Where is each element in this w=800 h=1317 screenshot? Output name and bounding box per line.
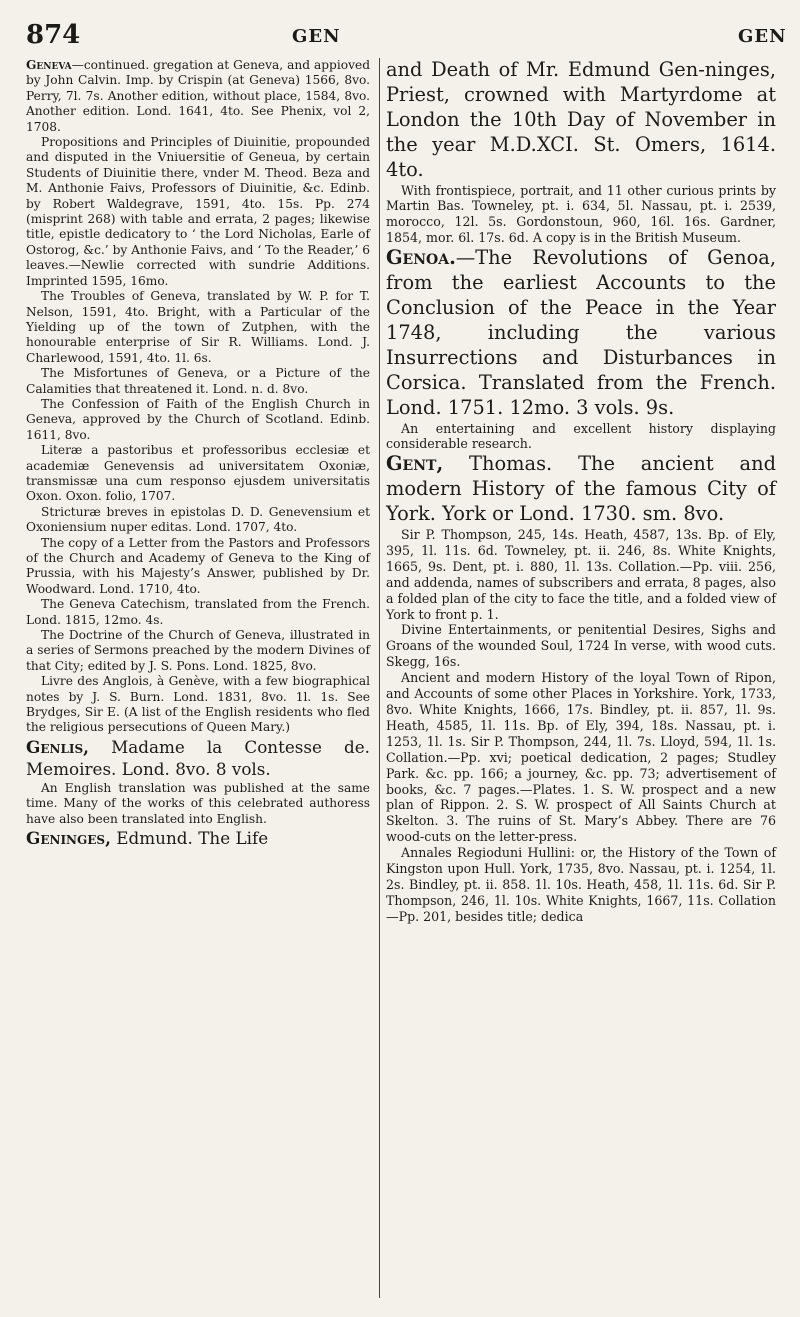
entry-paragraph xyxy=(386,670,776,845)
entry-text: Thomas. The ancient and modern History of the famous City of York. York or Lond. 1730. sm. 8vo. xyxy=(386,452,776,526)
page-header xyxy=(26,20,787,50)
entry-paragraph xyxy=(26,135,370,289)
entry-text: Livre des Anglois, à Genève, with a few biographical notes by J. S. Burn. Lond. 1831, 8vo. 1l. 1s. See Brydges, Sir E. (A list of the English residents who fled the religious persecutions of Queen Mary.) xyxy=(26,674,370,735)
entry-paragraph xyxy=(26,443,370,505)
entry-paragraph xyxy=(386,183,776,247)
entry-headword: Geninges, xyxy=(26,828,111,849)
entry-paragraph xyxy=(26,736,370,781)
entry-text: With frontispiece, portrait, and 11 other curious prints by Martin Bas. Towneley, pt. i. 634, 5l. Nassau, pt. i. 2539, morocco, 12l. 5s. Gordonstoun, 960, 16l. 16s. Gardner, 1854, mor. 6l. 17s. 6d. A copy is in the British Museum. xyxy=(386,182,776,246)
entry-paragraph xyxy=(386,452,776,527)
entry-paragraph xyxy=(26,827,370,850)
entry-text: The Troubles of Geneva, translated by W. P. for T. Nelson, 1591, 4to. Bright, with a Particular of the Yielding up of the town of Zutphen, with the honourable enterprise of Sir R. Williams. Lond. J. Charlewood, 1591, 4to. 1l. 6s. xyxy=(26,289,370,365)
entry-text: Annales Regioduni Hullini: or, the History of the Town of Kingston upon Hull. York, 1735, 8vo. Nassau, pt. i. 1254, 1l. 2s. Bindley, pt. ii. 858. 1l. 10s. Heath, 458, 1l. 11s. 6d. Sir P. Thompson, 246, 1l. 10s. White Knights, 1667, 11s. Collation—Pp. 201, besides title; dedica xyxy=(386,845,776,924)
entry-paragraph xyxy=(26,289,370,366)
entry-paragraph xyxy=(386,622,776,670)
entry-text: The Geneva Catechism, translated from the French. Lond. 1815, 12mo. 4s. xyxy=(26,597,370,627)
entry-text: The Confession of Faith of the English Church in Geneva, approved by the Church of Scotland. Edinb. 1611, 8vo. xyxy=(26,396,370,442)
entry-paragraph xyxy=(26,781,370,827)
entry-paragraph xyxy=(26,58,370,135)
entry-paragraph xyxy=(26,505,370,536)
entry-headword: Geneva xyxy=(26,58,72,72)
entry-text: Propositions and Principles of Diuinitie, propounded and disputed in the Vniuersitie of Geneua, by certain Students of Diuinitie there, vnder M. Theod. Beza and M. Anthonie Faivs, Professors of Diuinitie, &c. Edinb. by Robert Waldegrave, 1591, 4to. 15s. Pp. 274 (misprint 268) with table and errata, 2 pages; likewise title, epistle dedicatory to ‘ the Lord Nicholas, Earle of Ostorog, &c.’ by Anthonie Faivs, and ‘ To the Reader,’ 6 leaves.—Newlie corrected with sundrie Additions. Imprinted 1595, 16mo. xyxy=(26,135,370,288)
entry-paragraph xyxy=(386,421,776,453)
entry-text: The Misfortunes of Geneva, or a Picture of the Calamities that threatened it. Lond. n. d. 8vo. xyxy=(26,366,370,396)
running-head-left: GEN xyxy=(292,26,341,47)
entry-paragraph xyxy=(386,58,776,183)
entry-paragraph xyxy=(26,536,370,598)
entry-paragraph xyxy=(26,674,370,736)
entry-text: Sir P. Thompson, 245, 14s. Heath, 4587, 13s. Bp. of Ely, 395, 1l. 11s. 6d. Towneley, pt. ii. 246, 8s. White Knights, 1665, 9s. Dent, pt. i. 880, 1l. 13s. Collation.—Pp. viii. 256, and addenda, names of subscribers and errata, 8 pages, also a folded plan of the city to face the title, and a folded view of York to front p. 1. xyxy=(386,527,776,622)
page-number: 874 xyxy=(26,20,81,50)
entry-text: The copy of a Letter from the Pastors and Professors of the Church and Academy of Geneva to the King of Prussia, with his Majesty’s Answer, published by Dr. Woodward. Lond. 1710, 4to. xyxy=(26,535,370,596)
entry-text: Literæ a pastoribus et professoribus ecclesiæ et academiæ Genevensis ad universitatem Oxoniæ, transmissæ una cum responso ejusdem universitatis Oxon. Oxon. folio, 1707. xyxy=(26,443,370,504)
entry-text: and Death of Mr. Edmund Gen-ninges, Priest, crowned with Martyrdome at London the 10th Day of November in the year M.D.XCI. St. Omers, 1614. 4to. xyxy=(386,58,776,181)
entry-text: The Doctrine of the Church of Geneva, illustrated in a series of Sermons preached by the modern Divines of that City; edited by J. S. Pons. Lond. 1825, 8vo. xyxy=(26,628,370,673)
entry-headword: Gent, xyxy=(386,452,444,476)
entry-paragraph xyxy=(26,597,370,628)
entry-text: An English translation was published at the same time. Many of the works of this celebrated authoress have also been translated into English. xyxy=(26,780,370,826)
entry-headword: Genlis, xyxy=(26,736,90,757)
entry-paragraph xyxy=(386,246,776,420)
entry-paragraph xyxy=(26,366,370,397)
entry-headword: Genoa. xyxy=(386,246,456,270)
entry-paragraph xyxy=(386,845,776,925)
right-column xyxy=(386,58,776,925)
entry-text: —continued. gregation at Geneva, and appioved by John Calvin. Imp. by Crispin (at Geneva) 1566, 8vo. Perry, 7l. 7s. Another edition, without place, 1584, 8vo. Another edition. Lond. 1641, 4to. See Phenix, vol 2, 1708. xyxy=(26,58,370,134)
entry-text: Stricturæ breves in epistolas D. D. Genevensium et Oxoniensium nuper editas. Lond. 1707, 4to. xyxy=(26,504,370,535)
entry-text: Madame la Contesse de. Memoires. Lond. 8vo. 8 vols. xyxy=(26,736,370,780)
running-head-right: GEN xyxy=(738,26,787,47)
column-divider xyxy=(379,58,380,1298)
left-column xyxy=(26,58,370,850)
entry-text: An entertaining and excellent history displaying considerable research. xyxy=(386,420,776,452)
entry-paragraph xyxy=(386,527,776,622)
entry-text: Divine Entertainments, or penitential Desires, Sighs and Groans of the wounded Soul, 1724 In verse, with wood cuts. Skegg, 16s. xyxy=(386,622,776,670)
entry-text: Ancient and modern History of the loyal Town of Ripon, and Accounts of some other Places in Yorkshire. York, 1733, 8vo. White Knights, 1666, 17s. Bindley, pt. ii. 857, 1l. 9s. Heath, 4585, 1l. 11s. Bp. of Ely, 394, 18s. Nassau, pt. i. 1253, 1l. 1s. Sir P. Thompson, 244, 1l. 7s. Lloyd, 594, 1l. 1s. Collation.—Pp. xvi; poetical dedication, 2 pages; Studley Park. &c. pp. 166; a journey, &c. pp. 73; advertisement of books, &c. 7 pages.—Plates. 1. S. W. prospect and a new plan of Rippon. 2. S. W. prospect of All Saints Church at Skelton. 3. The ruins of St. Mary’s Abbey. There are 76 wood-cuts on the letter-press. xyxy=(386,670,776,845)
entry-text: Edmund. The Life xyxy=(110,828,269,849)
entry-paragraph xyxy=(26,628,370,674)
entry-text: —The Revolutions of Genoa, from the earliest Accounts to the Conclusion of the Peace in the Year 1748, including the various Insurrections and Disturbances in Corsica. Translated from the French. Lond. 1751. 12mo. 3 vols. 9s. xyxy=(386,246,776,419)
entry-paragraph xyxy=(26,397,370,443)
